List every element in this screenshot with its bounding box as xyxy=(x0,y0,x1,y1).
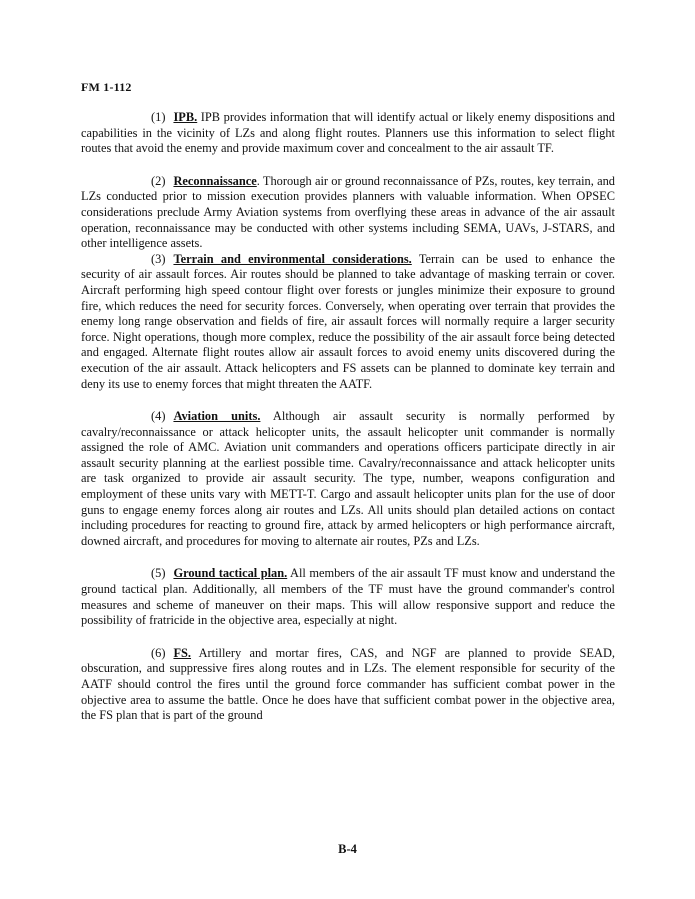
paragraph-number: (1) xyxy=(151,110,166,124)
paragraph-fs xyxy=(81,646,615,724)
paragraph-text: All members of the air assault TF must know and understand the ground tactical plan. Additionally, all members of the TF must have the ground commander's control measures and scheme of maneuver on their maps. This will allow responsive support and reduce the possibility of fratricide in the objective area, especially at night. xyxy=(81,566,615,628)
paragraph-number: (2) xyxy=(151,173,166,188)
paragraph-title: Reconnaissance xyxy=(173,173,257,188)
page-number: B-4 xyxy=(338,842,357,856)
paragraph-number: (3) xyxy=(151,251,166,266)
paragraph-ipb xyxy=(81,110,615,157)
paragraph-ground-tactical-plan xyxy=(81,566,615,628)
paragraph-title: Terrain and environmental considerations. xyxy=(173,251,412,266)
paragraph-title: FS. xyxy=(173,645,192,660)
paragraph-terrain xyxy=(81,252,615,392)
paragraph-aviation-units xyxy=(81,409,615,549)
paragraph-title: Ground tactical plan. xyxy=(173,566,288,581)
paragraph-number: (6) xyxy=(151,645,166,660)
paragraph-text: Artillery and mortar fires, CAS, and NGF are planned to provide SEAD, obscuration, and suppressive fires along routes and in LZs. The element responsible for security of the AATF should control the fires until the ground force commander has sufficient combat power in the objective area to assume the battle. Once he does have that sufficient combat power in the objective area, the FS plan that is part of the ground xyxy=(81,645,615,723)
paragraph-text: Terrain can be used to enhance the security of air assault forces. Air routes should be planned to take advantage of masking terrain or cover. Aircraft performing high speed contour flight over forests or jungles minimize their exposure to ground fire, which reduces the need for security forces. Conversely, when operating over terrain that provides the enemy long range observation and fields of fire, air assault forces will normally require a larger security force. Night operations, though more complex, reduce the possibility of the air assault force being detected and engaged. Alternate flight routes allow air assault forces to avoid enemy units discovered during the execution of the air assault. Attack helicopters and FS assets can be planned to dominate key terrain and deny its use to enemy forces that might threaten the AATF. xyxy=(81,251,615,391)
paragraph-title: IPB. xyxy=(173,110,198,124)
page-body xyxy=(81,110,615,724)
paragraph-number: (4) xyxy=(151,409,166,424)
paragraph-text: Although air assault security is normally performed by cavalry/reconnaissance or attack helicopter units, the assault helicopter unit commander is normally assigned the role of AMC. Aviation unit commanders and operations officers participate directly in air assault security planning at the earliest possible time. Cavalry/reconnaissance and attack helicopter units are task organized to provide air assault security. The type, number, weapons configuration and employment of these units vary with METT-T. Cargo and assault helicopter units plan for the use of door guns to engage enemy forces along air routes and LZs. All units should plan detailed actions on contact including procedures for reacting to ground fire, attack by armed helicopters or high performance aircraft, downed aircraft, and procedures for moving to alternate air routes, PZs and LZs. xyxy=(81,409,615,548)
paragraph-title: Aviation units. xyxy=(173,409,261,424)
paragraph-number: (5) xyxy=(151,566,166,581)
paragraph-text: IPB provides information that will identify actual or likely enemy dispositions and capabilities in the vicinity of LZs and along flight routes. Planners use this information to select flight routes that avoid the enemy and provide maximum cover and concealment to the air assault TF. xyxy=(81,110,615,156)
manual-header: FM 1-112 xyxy=(81,80,132,94)
paragraph-reconnaissance xyxy=(81,174,615,252)
paragraph-text: . Thorough air or ground reconnaissance of PZs, routes, key terrain, and LZs conducted prior to mission execution provides planners with valuable information. When OPSEC considerations preclude Army Aviation systems from overflying these areas in advance of the air assault operation, reconnaissance may be conducted with other systems including SEMA, UAVs, J-STARS, and other intelligence assets. xyxy=(81,173,615,251)
